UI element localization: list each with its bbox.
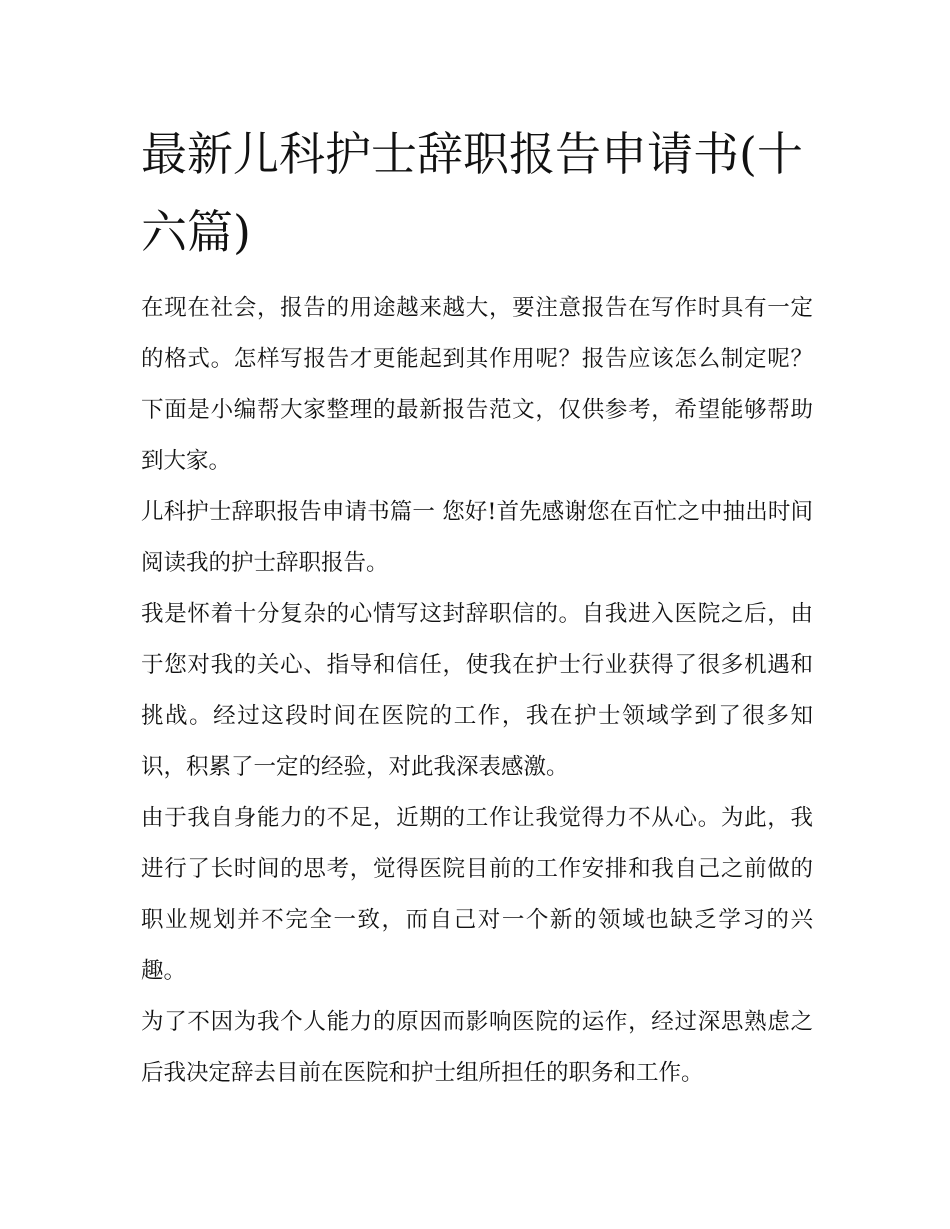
document-title: 最新儿科护士辞职报告申请书(十六篇) bbox=[141, 127, 803, 259]
paragraph-intro: 在现在社会，报告的用途越来越大，要注意报告在写作时具有一定的格式。怎样写报告才更能起到其作用呢？报告应该怎么制定呢？下面是小编帮大家整理的最新报告范文，仅供参考，希望能够帮助到大家。 bbox=[141, 295, 813, 474]
document-body bbox=[141, 283, 813, 1099]
paragraph-decision: 为了不因为我个人能力的原因而影响医院的运作，经过深思熟虑之后我决定辞去目前在医院和护士组所担任的职务和工作。 bbox=[141, 1009, 813, 1086]
paragraph-gratitude: 我是怀着十分复杂的心情写这封辞职信的。自我进入医院之后，由于您对我的关心、指导和信任，使我在护士行业获得了很多机遇和挑战。经过这段时间在医院的工作，我在护士领域学到了很多知识，积累了一定的经验，对此我深表感激。 bbox=[141, 601, 813, 780]
paragraph-greeting: 儿科护士辞职报告申请书篇一 您好!首先感谢您在百忙之中抽出时间阅读我的护士辞职报告。 bbox=[141, 499, 813, 576]
paragraph-reason: 由于我自身能力的不足，近期的工作让我觉得力不从心。为此，我进行了长时间的思考，觉得医院目前的工作安排和我自己之前做的职业规划并不完全一致，而自己对一个新的领域也缺乏学习的兴趣。 bbox=[141, 805, 813, 984]
document-content bbox=[141, 115, 813, 1099]
